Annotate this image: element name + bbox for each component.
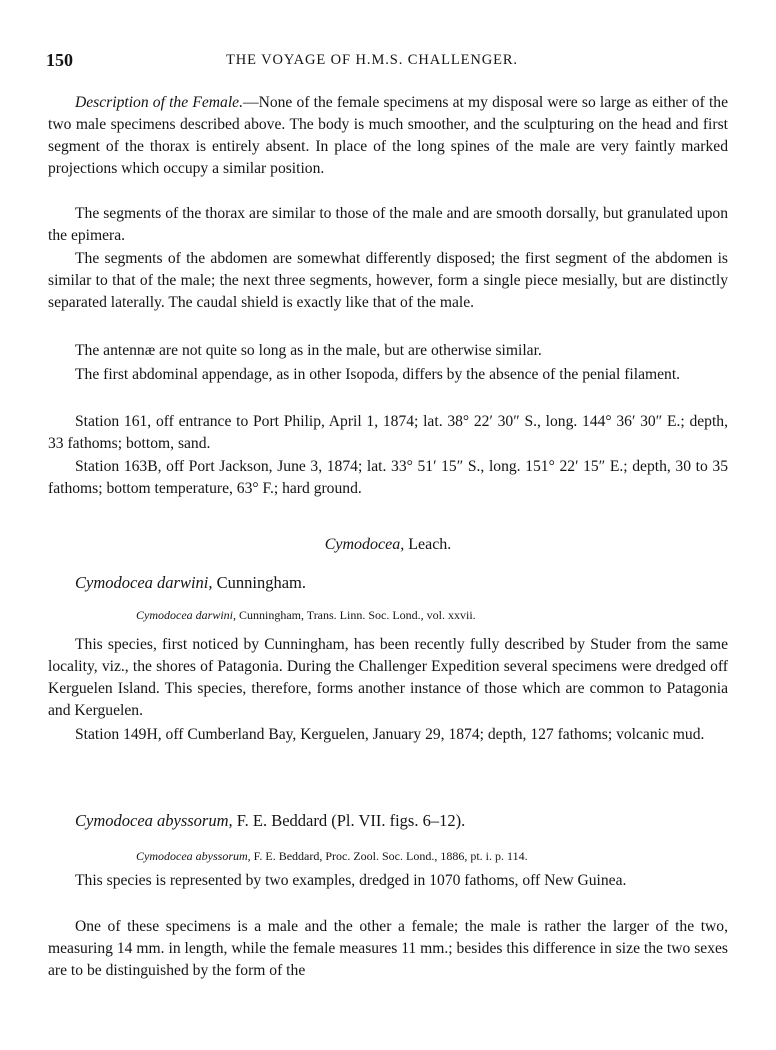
- thorax-paragraph: The segments of the thorax are similar to those of the male and are smooth dorsally, but granulated upon the epimera.: [48, 205, 728, 244]
- darwini-citation: [48, 604, 728, 626]
- abdomen-paragraph: The segments of the abdomen are somewhat differently disposed; the first segment of the abdomen is similar to that of the male; the next three segments, however, form a single piece mesially, but are distinctly separated laterally. The caudal shield is exactly like that of the male.: [48, 250, 728, 311]
- female-description-heading: Description of the Female.: [75, 94, 243, 111]
- female-description-paragraph: [48, 92, 728, 180]
- abyssorum-author: F. E. Beddard (Pl. VII. figs. 6–12).: [232, 811, 466, 830]
- genus-heading: [48, 534, 728, 556]
- darwini-author: Cunningham.: [212, 573, 306, 592]
- darwini-name: Cymodocea darwini,: [75, 573, 213, 592]
- station-163b-paragraph: Station 163B, off Port Jackson, June 3, 1874; lat. 33° 51′ 15″ S., long. 151° 22′ 15″ E.; depth, 30 to 35 fathoms; bottom temperature, 63° F.; hard ground.: [48, 458, 728, 497]
- page-header: [46, 50, 730, 72]
- genus-author: Leach.: [404, 536, 452, 553]
- running-title: THE VOYAGE OF H.M.S. CHALLENGER.: [226, 52, 518, 68]
- abyssorum-citation-ref: F. E. Beddard, Proc. Zool. Soc. Lond., 1886, pt. i. p. 114.: [250, 849, 528, 863]
- abyssorum-heading: [48, 810, 728, 832]
- antennae-paragraph: The antennæ are not quite so long as in the male, but are otherwise similar.: [75, 342, 542, 359]
- abyssorum-specimens-paragraph: One of these specimens is a male and the other a female; the male is rather the larger of the two, measuring 14 mm. in length, while the female measures 11 mm.; besides this difference in size the two sexes are to be distinguished by the form of the: [48, 918, 728, 979]
- darwini-heading: [48, 572, 728, 594]
- female-description-text: —None of the female specimens at my disposal were so large as either of the two male specimens described above. The body is much smoother, and the sculpturing on the head and first segment of the thorax is entirely absent. In place of the long spines of the male are very faintly marked projections which occupy a similar position.: [48, 94, 728, 177]
- darwini-station-paragraph: Station 149H, off Cumberland Bay, Kerguelen, January 29, 1874; depth, 127 fathoms; volcanic mud.: [75, 726, 705, 743]
- darwini-citation-name: Cymodocea darwini,: [136, 608, 236, 622]
- page-number: 150: [46, 50, 73, 70]
- abyssorum-citation: [48, 845, 728, 867]
- station-161-paragraph: Station 161, off entrance to Port Philip, April 1, 1874; lat. 38° 22′ 30″ S., long. 144° 36′ 30″ E.; depth, 33 fathoms; bottom, sand.: [48, 413, 728, 452]
- abyssorum-represented-paragraph: This species is represented by two examples, dredged in 1070 fathoms, off New Guinea.: [75, 872, 627, 889]
- appendage-paragraph: The first abdominal appendage, as in other Isopoda, differs by the absence of the penial filament.: [75, 366, 681, 383]
- abyssorum-citation-name: Cymodocea abyssorum,: [136, 849, 251, 863]
- abyssorum-name: Cymodocea abyssorum,: [75, 811, 233, 830]
- genus-name: Cymodocea,: [324, 536, 405, 553]
- darwini-citation-ref: Cunningham, Trans. Linn. Soc. Lond., vol. xxvii.: [236, 608, 476, 622]
- darwini-description-paragraph: This species, first noticed by Cunningham, has been recently fully described by Studer from the same locality, viz., the shores of Patagonia. During the Challenger Expedition several specimens were dredged off Kerguelen Island. This species, therefore, forms another instance of those which are common to Patagonia and Kerguelen.: [48, 636, 728, 719]
